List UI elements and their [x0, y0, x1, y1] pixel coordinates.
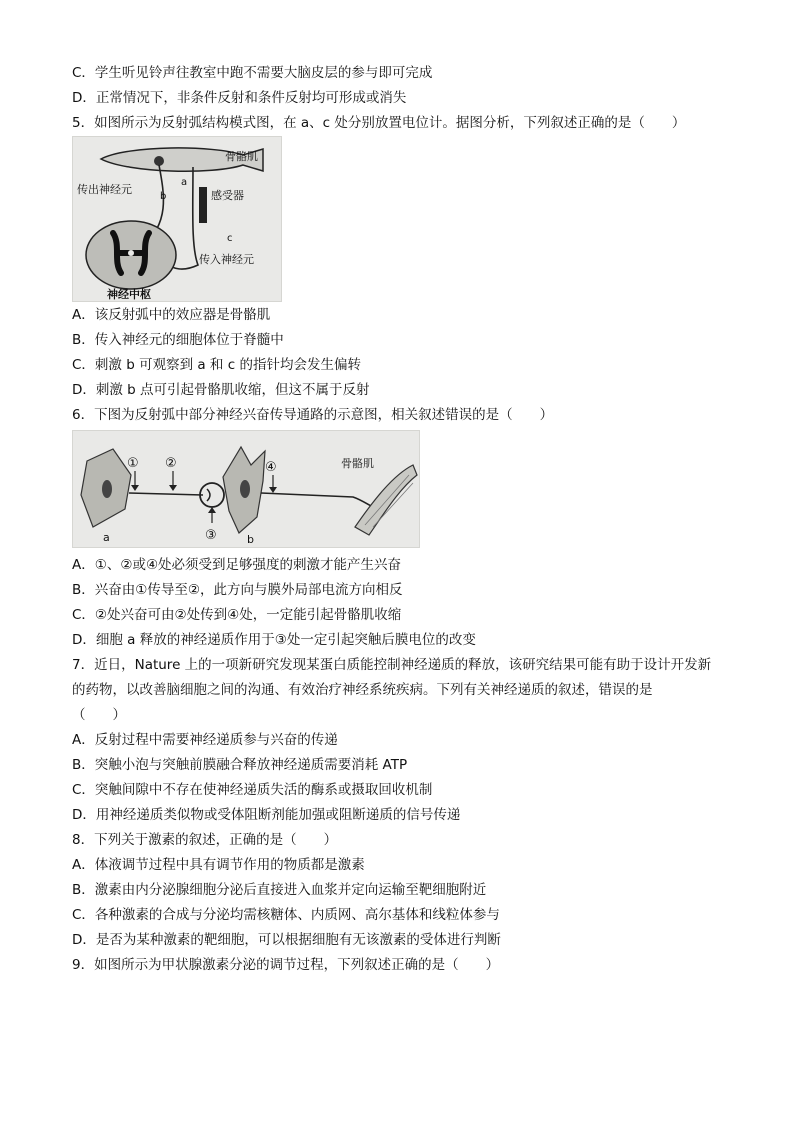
synapse-circle [200, 483, 224, 507]
q8-option-a: A．体液调节过程中具有调节作用的物质都是激素 [72, 857, 365, 873]
q5-option-a: A．该反射弧中的效应器是骨骼肌 [72, 307, 271, 323]
label-cell-b: b [247, 533, 254, 546]
q5-reflex-arc-figure [72, 136, 282, 302]
q6-option-b: B．兴奋由①传导至②，此方向与膜外局部电流方向相反 [72, 582, 403, 598]
q7-stem-line-2: 的药物，以改善脑细胞之间的沟通、有效治疗神经系统疾病。下列有关神经递质的叙述，错误的是 [72, 682, 653, 698]
q9-stem: 9．如图所示为甲状腺激素分泌的调节过程，下列叙述正确的是（ ） [72, 957, 500, 973]
q6-option-c: C．②处兴奋可由②处传到④处，一定能引起骨骼肌收缩 [72, 607, 402, 623]
label-c: c [227, 233, 233, 244]
marker-4: ④ [265, 460, 277, 475]
label-a: a [181, 177, 188, 188]
q5-option-c: C．刺激 b 可观察到 a 和 c 的指针均会发生偏转 [72, 357, 361, 373]
q6-option-a: A．①、②或④处必须受到足够强度的刺激才能产生兴奋 [72, 557, 402, 573]
q8-option-d: D．是否为某种激素的靶细胞，可以根据细胞有无该激素的受体进行判断 [72, 932, 501, 948]
q7-stem-line-1: 7．近日，Nature 上的一项新研究发现某蛋白质能控制神经递质的释放，该研究结果可能有助于设计开发新 [72, 657, 712, 673]
marker-3: ③ [205, 528, 217, 543]
label-receptor: 感受器 [211, 189, 244, 202]
q7-stem-line-3: （ ） [72, 707, 126, 723]
neuromuscular-junction [154, 156, 164, 166]
marker-1: ① [127, 456, 139, 471]
q7-option-a: A．反射过程中需要神经递质参与兴奋的传递 [72, 732, 338, 748]
q6-neural-pathway-figure [72, 430, 420, 548]
q7-option-d: D．用神经递质类似物或受体阻断剂能加强或阻断递质的信号传递 [72, 807, 461, 823]
q5-stem: 5．如图所示为反射弧结构模式图，在 a、c 处分别放置电位计。据图分析，下列叙述正确的是（ ） [72, 115, 686, 131]
muscle-shape [355, 465, 417, 535]
q6-option-d: D．细胞 a 释放的神经递质作用于③处一定引起突触后膜电位的改变 [72, 632, 476, 648]
label-center: 神经中枢 [107, 288, 151, 301]
q4-option-c: C．学生听见铃声往教室中跑不需要大脑皮层的参与即可完成 [72, 65, 433, 81]
q8-option-b: B．激素由内分泌腺细胞分泌后直接进入血浆并定向运输至靶细胞附近 [72, 882, 487, 898]
label-muscle: 骨骼肌 [341, 457, 374, 470]
marker-2: ② [165, 456, 177, 471]
q8-option-c: C．各种激素的合成与分泌均需核糖体、内质网、高尔基体和线粒体参与 [72, 907, 500, 923]
label-efferent: 传出神经元 [77, 183, 132, 196]
q4-option-d: D．正常情况下，非条件反射和条件反射均可形成或消失 [72, 90, 407, 106]
q6-stem: 6．下图为反射弧中部分神经兴奋传导通路的示意图，相关叙述错误的是（ ） [72, 407, 554, 423]
q7-option-c: C．突触间隙中不存在使神经递质失活的酶系或摄取回收机制 [72, 782, 433, 798]
q7-option-b: B．突触小泡与突触前膜融合释放神经递质需要消耗 ATP [72, 757, 408, 773]
label-muscle: 骨骼肌 [225, 150, 258, 163]
label-cell-a: a [103, 531, 110, 544]
label-afferent: 传入神经元 [199, 253, 254, 266]
q5-option-d: D．刺激 b 点可引起骨骼肌收缩，但这不属于反射 [72, 382, 370, 398]
axon-a [129, 493, 203, 495]
q8-stem: 8．下列关于激素的叙述，正确的是（ ） [72, 832, 338, 848]
label-b: b [160, 191, 167, 202]
receptor-block [199, 187, 207, 223]
q5-option-b: B．传入神经元的细胞体位于脊髓中 [72, 332, 284, 348]
axon-b [261, 493, 383, 511]
